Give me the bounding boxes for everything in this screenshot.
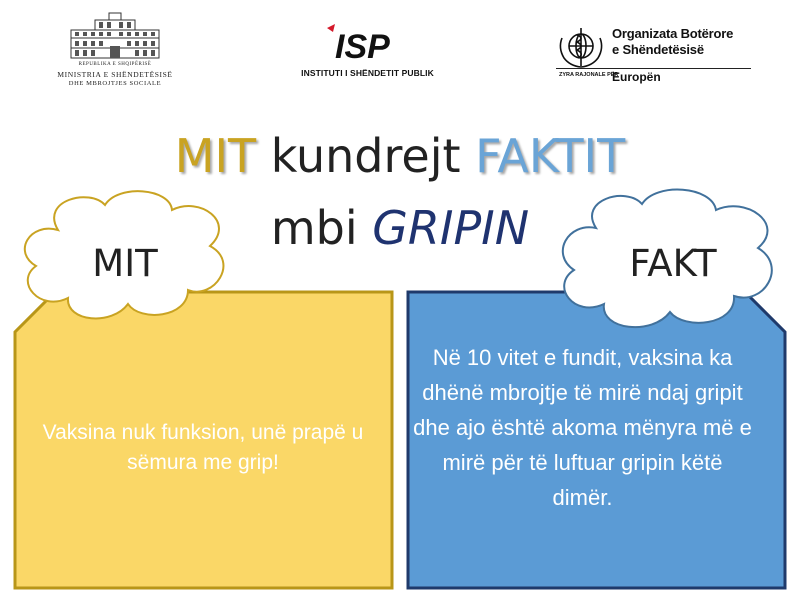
title-versus-word: kundrejt [270,129,461,183]
ministry-subname-line: DHE MBROJTJES SOCIALE [68,80,162,87]
title-fact-word: FAKTIT [475,129,626,183]
title-topic-word: GRIPIN [372,201,530,255]
isp-caption: INSTITUTI I SHËNDETIT PUBLIK [301,68,434,78]
title-myth-word: MIT [174,129,257,183]
who-region: Europën [612,70,661,84]
who-name-line1: Organizata Botërore [612,26,734,41]
who-regional-label: ZYRA RAJONALE PËR [559,72,619,78]
myth-label: MIT [92,242,158,285]
ministry-name-line: MINISTRIA E SHËNDETËSISË [57,70,173,79]
fact-label: FAKT [629,242,717,285]
myth-statement: Vaksina nuk funksion, unë prapë u sëmura me grip! [42,421,364,474]
fact-statement: Në 10 vitet e fundit, vaksina ka dhënë mbrojtje të mirë ndaj gripit dhe ajo është akoma mënyra më e mirë për të luftuar gripin këtë dimër. [413,345,752,510]
who-name-line2: e Shëndetësisë [612,42,704,57]
ministry-republic-line: REPUBLIKA E SHQIPËRISË [78,62,152,67]
isp-logo-text: ISP [335,28,390,66]
title-about-word: mbi [270,201,358,255]
